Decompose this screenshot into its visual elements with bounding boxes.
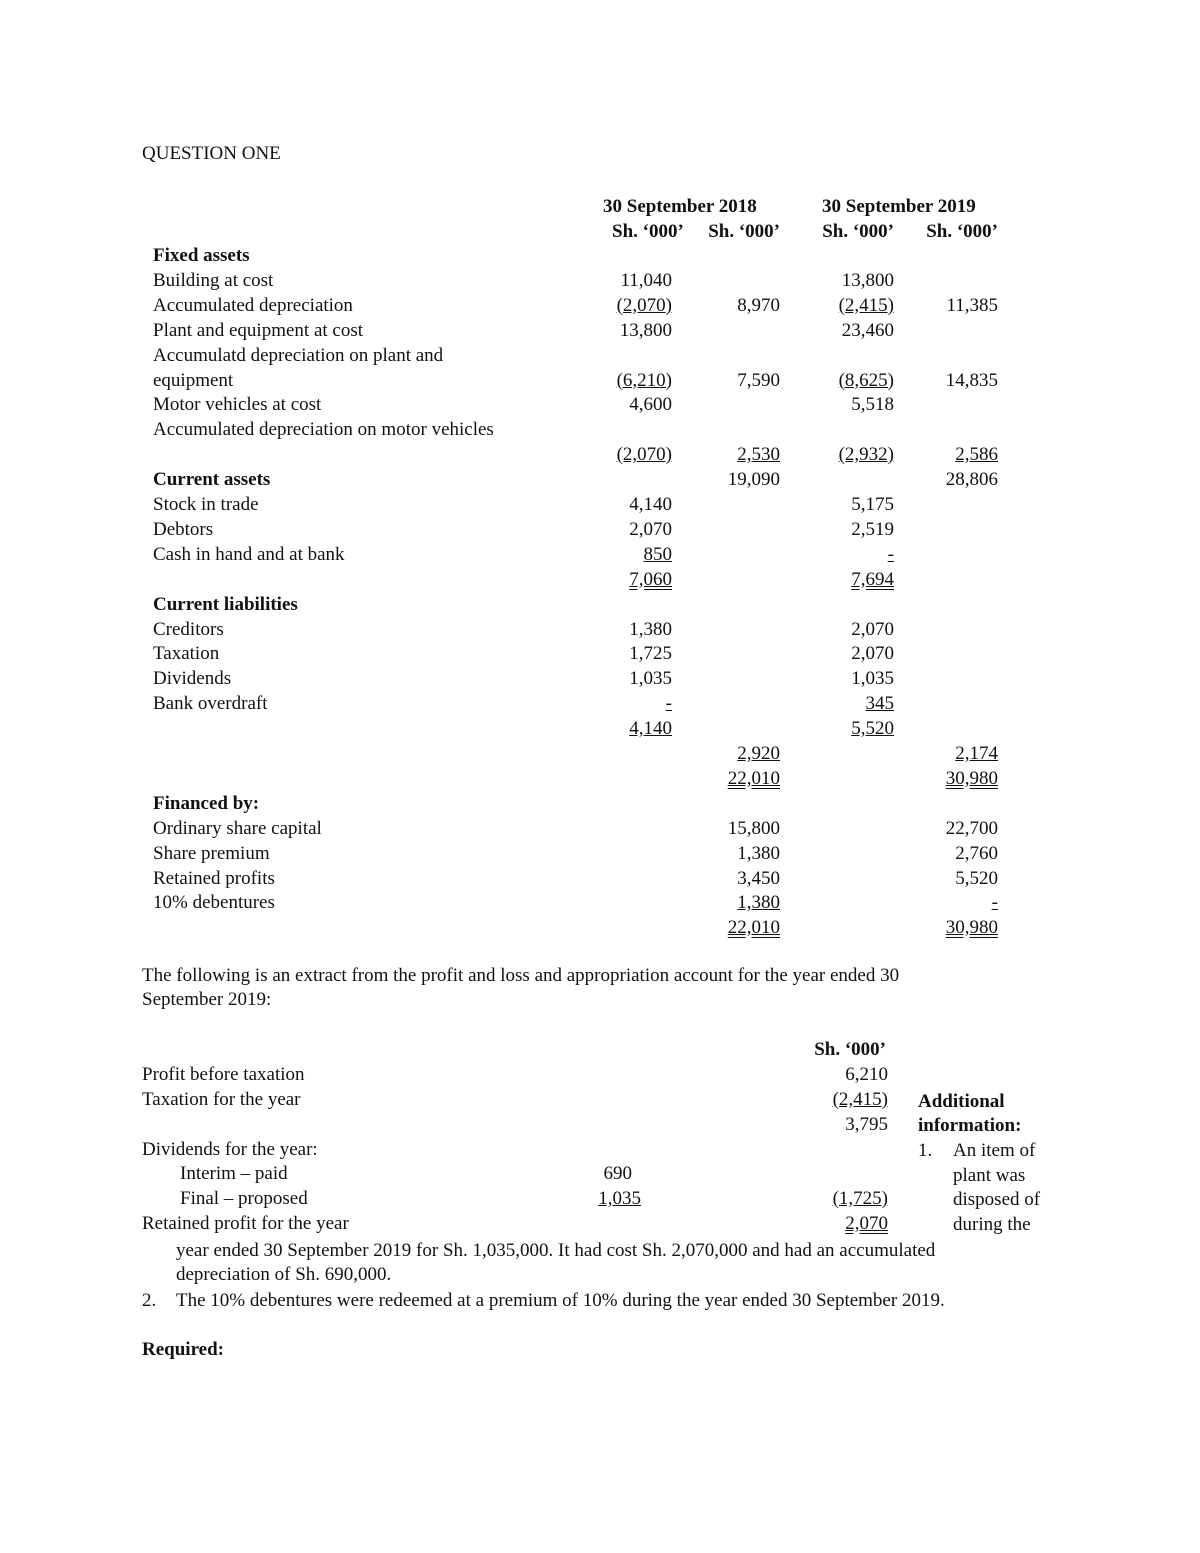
row-value-c1: 11,040 <box>620 269 672 291</box>
row-value-c3: 5,175 <box>851 494 894 515</box>
row-value-c1: 4,600 <box>629 394 672 416</box>
row-value-c3: - <box>887 543 894 565</box>
item-1-number: 1. <box>918 1140 933 1161</box>
row-value-c4: 2,760 <box>955 842 998 864</box>
row-value-c2: 19,090 <box>727 469 780 491</box>
row-value-c2: 7,590 <box>737 369 780 391</box>
row-value-c3: 13,800 <box>841 269 894 291</box>
row-value-c3: 7,694 <box>851 568 894 590</box>
pl-final-label: Final – proposed <box>180 1188 308 1209</box>
row-value-c4: 22,700 <box>945 817 998 839</box>
row-label: Cash in hand and at bank <box>153 543 345 565</box>
row-value-c2: 3,450 <box>737 867 780 889</box>
row-label: 10% debentures <box>153 892 275 914</box>
row-label: Bank overdraft <box>153 693 268 715</box>
pl-taxation-label: Taxation for the year <box>142 1089 301 1110</box>
pl-profit-before-tax: 6,210 <box>845 1064 888 1085</box>
row-value-c1: 7,060 <box>629 568 672 590</box>
row-label: Current liabilities <box>153 593 298 615</box>
row-value-c2: 1,380 <box>737 892 780 914</box>
row-value-c2: 1,380 <box>737 842 780 864</box>
row-value-c3: 345 <box>865 693 894 715</box>
row-value-c3: (2,415) <box>838 294 894 316</box>
item-1-continuation-2: depreciation of Sh. 690,000. <box>176 1264 392 1285</box>
period-2019-header: 30 September 2019 <box>822 196 976 217</box>
unit-header-col1: Sh. ‘000’ <box>612 221 684 242</box>
unit-header-col3: Sh. ‘000’ <box>822 221 894 242</box>
row-value-c4: 2,174 <box>955 743 998 764</box>
pl-interim-label: Interim – paid <box>180 1163 288 1184</box>
row-value-c1: (2,070) <box>616 294 672 316</box>
row-label: Share premium <box>153 842 270 864</box>
row-value-c3: (8,625) <box>838 369 894 391</box>
unit-header-col4: Sh. ‘000’ <box>926 221 998 242</box>
row-value-c4: 30,980 <box>945 917 998 939</box>
row-label: Taxation <box>153 643 220 665</box>
row-label: Accumulated depreciation <box>153 294 353 316</box>
row-value-c4: 2,586 <box>955 444 998 466</box>
row-value-c2: 15,800 <box>727 817 780 839</box>
item-1-line-3: disposed of <box>953 1189 1041 1210</box>
row-value-c1: 4,140 <box>629 718 672 740</box>
row-value-c2: 22,010 <box>727 767 780 789</box>
row-label: equipment <box>153 369 234 391</box>
row-label: Debtors <box>153 518 214 540</box>
row-label: Fixed assets <box>153 245 250 266</box>
row-value-c2: 22,010 <box>727 917 780 939</box>
item-1-line-2: plant was <box>953 1165 1026 1186</box>
pl-interim: 690 <box>603 1163 632 1184</box>
intro-line-2: September 2019: <box>142 989 272 1010</box>
pl-retained: 2,070 <box>845 1213 888 1234</box>
pl-profit-before-tax-label: Profit before taxation <box>142 1064 305 1085</box>
required-heading: Required: <box>142 1339 224 1360</box>
row-value-c4: 28,806 <box>945 469 998 491</box>
row-value-c3: 23,460 <box>841 319 894 341</box>
intro-line-1: The following is an extract from the profit and loss and appropriation account for the year ended 30 <box>142 965 900 986</box>
additional-heading-1: Additional <box>918 1091 1005 1112</box>
row-value-c1: 1,725 <box>629 643 672 665</box>
pl-final: 1,035 <box>598 1188 641 1209</box>
row-value-c4: 5,520 <box>955 867 998 889</box>
row-label: Building at cost <box>153 269 274 291</box>
unit-header-col2: Sh. ‘000’ <box>708 221 780 242</box>
row-label: Current assets <box>153 469 271 491</box>
row-value-c4: 14,835 <box>945 369 998 391</box>
row-value-c1: 13,800 <box>619 319 672 341</box>
row-label: Accumulated depreciation on motor vehicles <box>153 419 494 441</box>
row-value-c3: (2,932) <box>838 444 894 466</box>
pl-taxation: (2,415) <box>832 1089 888 1110</box>
pl-dividends-label: Dividends for the year: <box>142 1139 318 1160</box>
row-value-c1: 850 <box>643 543 672 565</box>
row-value-c1: (2,070) <box>616 444 672 466</box>
item-2-number: 2. <box>142 1290 157 1311</box>
row-value-c1: - <box>665 693 672 715</box>
row-label: Accumulatd depreciation on plant and <box>153 344 444 366</box>
row-value-c4: - <box>991 892 998 914</box>
row-value-c2: 2,530 <box>737 444 780 466</box>
row-value-c1: 1,035 <box>629 668 672 690</box>
additional-heading-2: information: <box>918 1115 1022 1136</box>
row-value-c1: 4,140 <box>629 494 672 515</box>
row-value-c4: 11,385 <box>946 294 998 316</box>
item-2-text: The 10% debentures were redeemed at a premium of 10% during the year ended 30 September 2019. <box>176 1290 945 1311</box>
item-1-line-4: during the <box>953 1214 1031 1235</box>
row-value-c1: 1,380 <box>629 618 672 640</box>
row-label: Financed by: <box>153 792 260 814</box>
row-value-c4: 30,980 <box>945 767 998 789</box>
row-label: Stock in trade <box>153 494 259 515</box>
pl-unit-header: Sh. ‘000’ <box>814 1039 886 1060</box>
row-value-c3: 5,520 <box>851 718 894 740</box>
row-value-c1: (6,210) <box>616 369 672 391</box>
row-label: Creditors <box>153 618 224 640</box>
question-title: QUESTION ONE <box>142 143 281 164</box>
row-label: Motor vehicles at cost <box>153 394 322 416</box>
pl-after-tax: 3,795 <box>845 1114 888 1135</box>
row-label: Ordinary share capital <box>153 817 322 839</box>
row-value-c3: 2,070 <box>851 643 894 665</box>
row-label: Plant and equipment at cost <box>153 319 364 341</box>
row-value-c2: 2,920 <box>737 743 780 764</box>
row-label: Dividends <box>153 668 232 690</box>
row-value-c3: 2,519 <box>851 518 894 540</box>
row-value-c1: 2,070 <box>629 518 672 540</box>
item-1-continuation-1: year ended 30 September 2019 for Sh. 1,035,000. It had cost Sh. 2,070,000 and had an accumulated <box>176 1240 936 1261</box>
row-value-c3: 1,035 <box>851 668 894 690</box>
item-1-line-1: An item of <box>953 1140 1036 1161</box>
row-value-c3: 2,070 <box>851 618 894 640</box>
row-value-c2: 8,970 <box>737 294 780 316</box>
pl-total-dividends: (1,725) <box>832 1188 888 1209</box>
row-label: Retained profits <box>153 867 275 889</box>
period-2018-header: 30 September 2018 <box>603 196 757 217</box>
pl-retained-label: Retained profit for the year <box>142 1213 349 1234</box>
row-value-c3: 5,518 <box>851 394 894 416</box>
